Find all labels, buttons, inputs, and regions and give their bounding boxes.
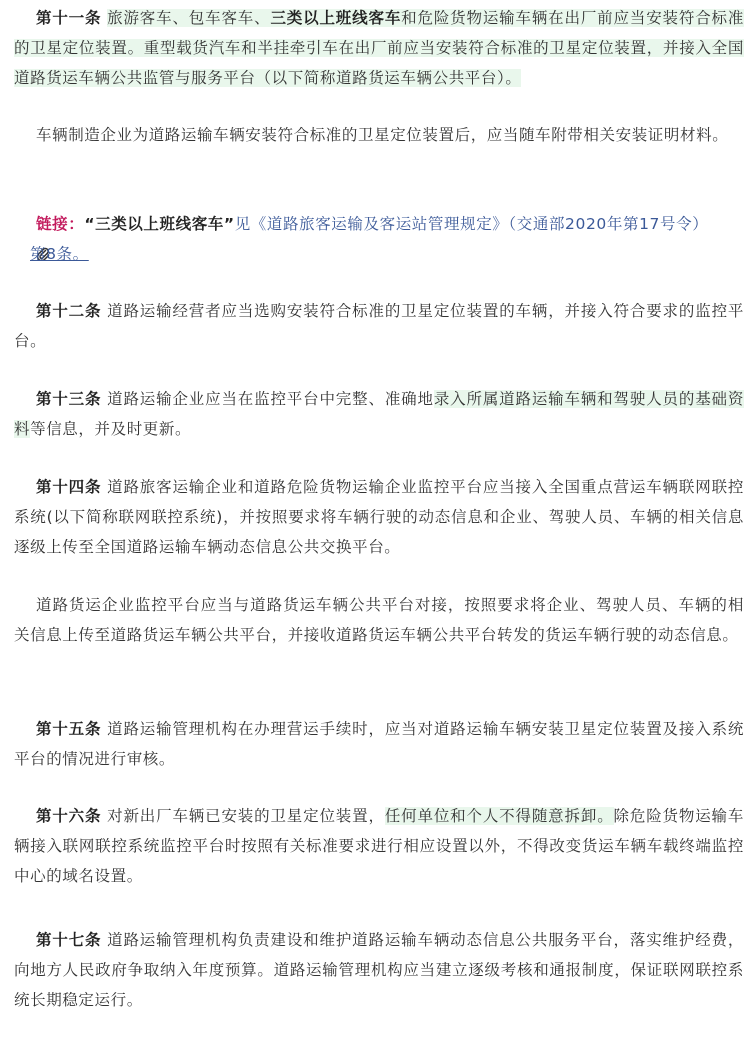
article-11-paragraph-2: 车辆制造企业为道路运输车辆安装符合标准的卫星定位装置后，应当随车附带相关安装证明材料。 <box>36 126 729 144</box>
link-label: 链接： <box>36 215 85 233</box>
link-article-ref[interactable]: 第8条。 <box>30 245 89 263</box>
article-17-title: 第十七条 <box>36 931 102 949</box>
link-reference[interactable]: 见《道路旅客运输及客运站管理规定》（交通部2020年第17号令） <box>234 215 709 233</box>
article-16-title: 第十六条 <box>36 807 102 825</box>
article-14-paragraph-2: 道路货运企业监控平台应当与道路货运车辆公共平台对接，按照要求将企业、驾驶人员、车辆的相关信息上传至道路货运车辆公共平台，并接收道路货运车辆公共平台转发的货运车辆行驶的动态信息。 <box>14 596 744 644</box>
article-17-paragraph: 第十七条 道路运输管理机构负责建设和维护道路运输车辆动态信息公共服务平台，落实维护经费，向地方人民政府争取纳入年度预算。道路运输管理机构应当建立逐级考核和通报制度，保证联网联控系统长期稳定运行。 <box>14 931 745 1009</box>
article-13-highlight: 录入所属道路运输车辆和驾驶人员的基础资料 <box>14 390 744 438</box>
article-15-title: 第十五条 <box>36 720 102 738</box>
article-16-highlight: 任何单位和个人不得随意拆卸。 <box>384 807 614 825</box>
article-12-title: 第十二条 <box>36 302 102 320</box>
article-12-paragraph: 第十二条 道路运输经营者应当选购安装符合标准的卫星定位装置的车辆，并接入符合要求的监控平台。 <box>14 302 745 350</box>
article-13-paragraph: 第十三条 道路运输企业应当在监控平台中完整、准确地录入所属道路运输车辆和驾驶人员的基础资料等信息，并及时更新。 <box>14 390 744 438</box>
link-quote: “三类以上班线客车” <box>84 215 235 233</box>
article-13-title: 第十三条 <box>36 390 102 408</box>
article-15-paragraph: 第十五条 道路运输管理机构在办理营运手续时，应当对道路运输车辆安装卫星定位装置及接入系统平台的情况进行审核。 <box>14 720 745 768</box>
article-16-paragraph: 第十六条 对新出厂车辆已安装的卫星定位装置，任何单位和个人不得随意拆卸。除危险货物运输车辆接入联网联控系统监控平台时按照有关标准要求进行相应设置以外，不得改变货运车辆车载终端监控中心的域名设置。 <box>14 807 744 885</box>
article-11-highlight: 旅游客车、包车客车、三类以上班线客车和危险货物运输车辆在出厂前应当安装符合标准的卫星定位装置。重型载货汽车和半挂牵引车在出厂前应当安装符合标准的卫星定位装置，并接入全国道路货运车辆公共监管与服务平台（以下简称道路货运车辆公共平台）。 <box>14 9 744 87</box>
article-14-paragraph: 第十四条 道路旅客运输企业和道路危险货物运输企业监控平台应当接入全国重点营运车辆联网联控系统(以下简称联网联控系统)，并按照要求将车辆行驶的动态信息和企业、驾驶人员、车辆的相关信息逐级上传至全国道路运输车辆动态信息公共交换平台。 <box>14 478 745 556</box>
article-11-title: 第十一条 <box>36 9 102 27</box>
paperclip-icon <box>14 241 28 255</box>
article-11-paragraph <box>14 3 744 93</box>
link-paragraph[interactable] <box>14 209 744 269</box>
article-14-title: 第十四条 <box>36 478 102 496</box>
